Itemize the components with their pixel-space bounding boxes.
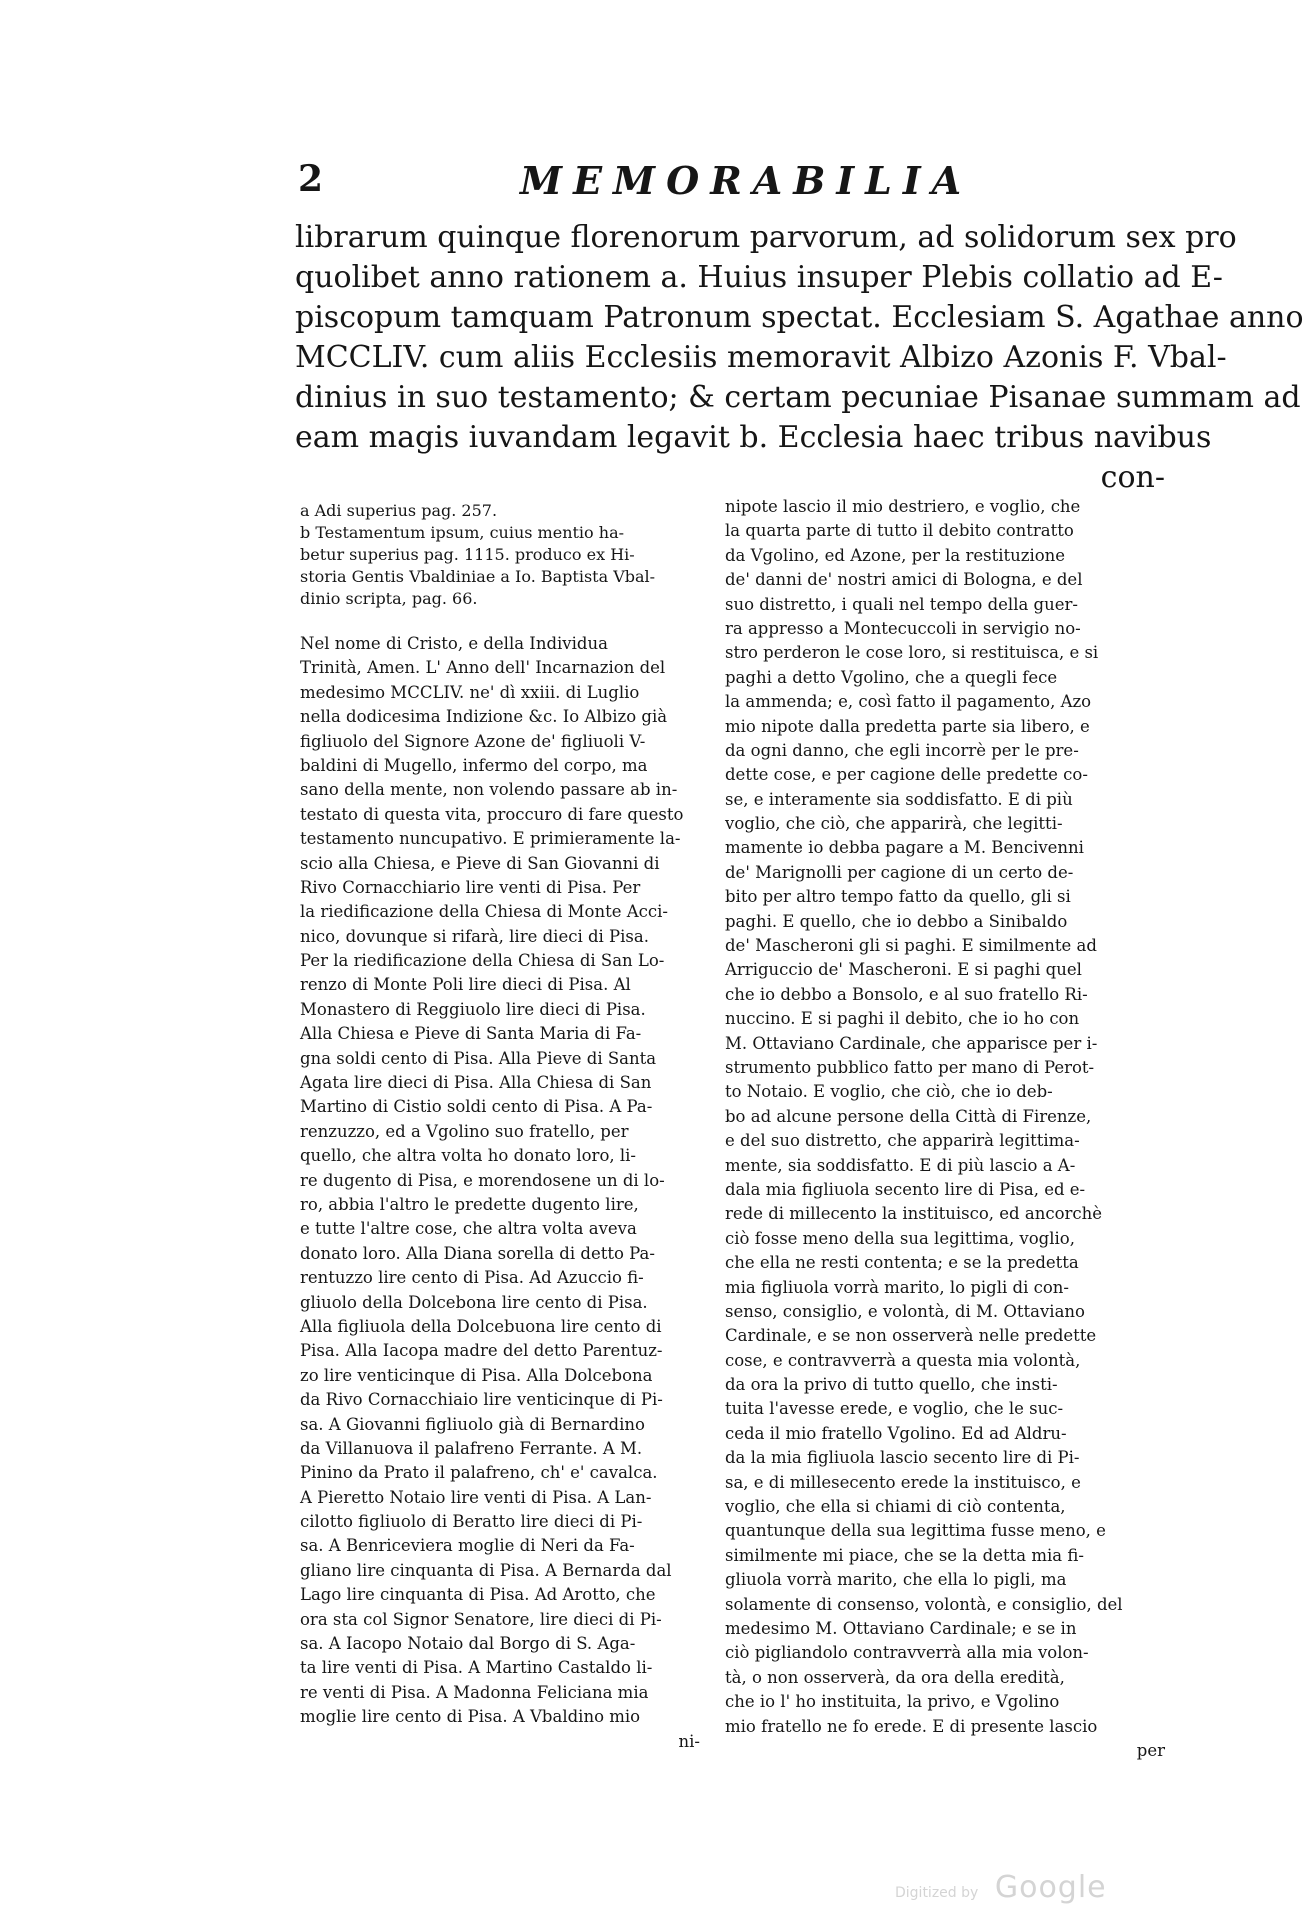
right-column-line: tà, o non osserverà, da ora della eredità, <box>725 1667 1065 1687</box>
left-column-line: Alla Chiesa e Pieve di Santa Maria di Fa- <box>300 1024 642 1044</box>
right-column-line: stro perderon le cose loro, si restituisca, e si <box>725 643 1099 663</box>
right-column-line: de' danni de' nostri amici di Bologna, e del <box>725 570 1083 590</box>
left-column-line: da Villanuova il palafreno Ferrante. A M. <box>300 1438 643 1458</box>
right-column-line: voglio, che ciò, che apparirà, che legitti- <box>725 814 1063 834</box>
left-column-line: sa. A Giovanni figliuolo già di Bernardino <box>300 1414 645 1434</box>
left-column <box>300 632 700 1754</box>
footnote-line: storia Gentis Vbaldiniae a Io. Baptista Vbal- <box>300 567 656 586</box>
right-column-line: paghi. E quello, che io debbo a Sinibaldo <box>725 911 1068 931</box>
right-column-line: M. Ottaviano Cardinale, che apparisce per i- <box>725 1033 1098 1053</box>
left-column-line: ora sta col Signor Senatore, lire dieci di Pi- <box>300 1609 662 1629</box>
left-column-line: nella dodicesima Indizione &c. Io Albizo già <box>300 707 668 727</box>
left-column-line: nico, dovunque si rifarà, lire dieci di Pisa. <box>300 926 649 946</box>
left-column-line: testamento nuncupativo. E primieramente la- <box>300 829 681 849</box>
right-column-line: strumento pubblico fatto per mano di Perot- <box>725 1057 1095 1077</box>
left-column-line: sa. A Benriceviera moglie di Neri da Fa- <box>300 1536 635 1556</box>
left-column-line: Nel nome di Cristo, e della Individua <box>300 634 608 653</box>
left-column-line: quello, che altra volta ho donato loro, li- <box>300 1146 636 1166</box>
main-text-line: eam magis iuvandam legavit b. Ecclesia haec tribus navibus <box>295 420 1212 455</box>
right-column-line: Cardinale, e se non osserverà nelle predette <box>725 1326 1097 1346</box>
footnote-line: dinio scripta, pag. 66. <box>300 589 478 608</box>
left-column-line: gna soldi cento di Pisa. Alla Pieve di Santa <box>300 1048 657 1068</box>
right-column-line: gliuola vorrà marito, che ella lo pigli, ma <box>725 1570 1067 1590</box>
google-watermark <box>895 1870 1107 1905</box>
main-text-line: piscopum tamquam Patronum spectat. Ecclesiam S. Agathae anno <box>295 300 1304 335</box>
right-column-line: de' Marignolli per cagione di un certo de- <box>725 862 1074 882</box>
page-number: 2 <box>298 158 324 200</box>
right-column-line: e del suo distretto, che apparirà legittima- <box>725 1131 1080 1151</box>
left-column-line: cilotto figliuolo di Beratto lire dieci di Pi- <box>300 1512 643 1532</box>
left-column-line: baldini di Mugello, infermo del corpo, ma <box>300 755 648 775</box>
left-column-line: renzuzzo, ed a Vgolino suo fratello, per <box>300 1121 629 1141</box>
left-column-line: ro, abbia l'altro le predette dugento lire, <box>300 1194 639 1214</box>
watermark-prefix: Digitized by <box>895 1885 979 1901</box>
left-column-line: rentuzzo lire cento di Pisa. Ad Azuccio fi- <box>300 1268 644 1288</box>
right-column-line: che io l' ho instituita, la privo, e Vgolino <box>725 1692 1060 1712</box>
left-column-line: ta lire venti di Pisa. A Martino Castaldo li- <box>300 1658 653 1678</box>
right-column-line: dette cose, e per cagione delle predette co- <box>725 765 1088 785</box>
right-column-line: Arriguccio de' Mascheroni. E si paghi quel <box>725 960 1082 980</box>
left-column-catchword: ni- <box>678 1731 700 1751</box>
left-column-line: gliuolo della Dolcebona lire cento di Pisa. <box>300 1292 648 1312</box>
right-column-line: quantunque della sua legittima fusse meno, e <box>725 1521 1106 1541</box>
right-column-line: nuccino. E si paghi il debito, che io ho con <box>725 1009 1080 1029</box>
right-column-line: ceda il mio fratello Vgolino. Ed ad Aldru- <box>725 1423 1067 1443</box>
left-column-line: scio alla Chiesa, e Pieve di San Giovanni di <box>300 853 660 873</box>
right-column-catchword: per <box>1136 1740 1165 1760</box>
right-column-line: mamente io debba pagare a M. Bencivenni <box>725 838 1084 858</box>
right-column-line: se, e interamente sia soddisfatto. E di più <box>725 789 1073 809</box>
right-column-line: che ella ne resti contenta; e se la predetta <box>725 1253 1079 1273</box>
footnote-line: a Adi superius pag. 257. <box>300 501 498 520</box>
right-column-line: bo ad alcune persone della Città di Firenze, <box>725 1106 1092 1126</box>
right-column-line: sa, e di millesecento erede la instituisco, e <box>725 1472 1081 1492</box>
left-column-line: Rivo Cornacchiario lire venti di Pisa. Per <box>300 877 641 897</box>
right-column-line: ciò fosse meno della sua legittima, voglio, <box>725 1228 1075 1248</box>
right-column-line: che io debbo a Bonsolo, e al suo fratello Ri- <box>725 984 1088 1004</box>
left-column-line: Trinità, Amen. L' Anno dell' Incarnazion del <box>300 658 666 678</box>
right-column-line: ciò pigliandolo contravverrà alla mia volon- <box>725 1643 1089 1663</box>
left-column-line: re dugento di Pisa, e morendosene un di lo- <box>300 1170 665 1190</box>
main-paragraph <box>295 218 1304 498</box>
right-column-line: senso, consiglio, e volontà, di M. Ottaviano <box>725 1301 1085 1321</box>
left-column-line: Monastero di Reggiuolo lire dieci di Pisa. <box>300 999 646 1019</box>
left-column-line: Pisa. Alla Iacopa madre del detto Parentuz- <box>300 1341 663 1361</box>
right-column-line: mia figliuola vorrà marito, lo pigli di con- <box>725 1277 1069 1297</box>
right-column-line: la quarta parte di tutto il debito contratto <box>725 521 1074 541</box>
right-column-line: nipote lascio il mio destriero, e voglio, che <box>725 497 1081 516</box>
left-column-line: Pinino da Prato il palafreno, ch' e' cavalca. <box>300 1463 658 1483</box>
main-catchword: con- <box>1100 460 1165 495</box>
right-column-line: bito per altro tempo fatto da quello, gli si <box>725 887 1071 907</box>
left-column-line: gliano lire cinquanta di Pisa. A Bernarda dal <box>300 1560 672 1580</box>
left-column-line: Alla figliuola della Dolcebuona lire cento di <box>300 1316 662 1336</box>
left-column-line: Lago lire cinquanta di Pisa. Ad Arotto, che <box>300 1585 656 1605</box>
right-column-line: ra appresso a Montecuccoli in servigio no- <box>725 618 1081 638</box>
watermark-brand: Google <box>994 1870 1107 1905</box>
right-column-line: da ogni danno, che egli incorrè per le pre- <box>725 740 1079 760</box>
main-text-line: librarum quinque florenorum parvorum, ad solidorum sex pro <box>295 220 1237 255</box>
right-column-line: da la mia figliuola lascio secento lire di Pi- <box>725 1448 1080 1468</box>
right-column-line: dala mia figliuola secento lire di Pisa, ed e- <box>725 1179 1086 1199</box>
left-column-line: e tutte l'altre cose, che altra volta aveva <box>300 1219 637 1239</box>
right-column-line: tuita l'avesse erede, e voglio, che le suc- <box>725 1399 1064 1419</box>
left-column-line: donato loro. Alla Diana sorella di detto Pa- <box>300 1243 655 1263</box>
right-column-line: to Notaio. E voglio, che ciò, che io deb- <box>725 1082 1053 1102</box>
right-column-line: solamente di consenso, volontà, e consiglio, del <box>725 1594 1123 1614</box>
right-column-line: cose, e contravverrà a questa mia volontà, <box>725 1350 1081 1370</box>
right-column-line: paghi a detto Vgolino, che a quegli fece <box>725 667 1058 687</box>
page-header <box>280 158 1160 208</box>
right-column-line: da Vgolino, ed Azone, per la restituzione <box>725 545 1066 565</box>
right-column-line: la ammenda; e, così fatto il pagamento, Azo <box>725 692 1092 712</box>
left-column-line: A Pieretto Notaio lire venti di Pisa. A Lan- <box>300 1487 652 1507</box>
left-column-line: Per la riedificazione della Chiesa di San Lo- <box>300 951 665 971</box>
left-column-line: Agata lire dieci di Pisa. Alla Chiesa di San <box>300 1073 652 1093</box>
right-column-line: rede di millecento la instituisco, ed ancorchè <box>725 1204 1103 1224</box>
right-column-line: voglio, che ella si chiami di ciò contenta, <box>725 1497 1066 1517</box>
left-column-line: Martino di Cistio soldi cento di Pisa. A Pa- <box>300 1097 653 1117</box>
left-column-line: moglie lire cento di Pisa. A Vbaldino mio <box>300 1707 641 1727</box>
left-column-line: sano della mente, non volendo passare ab in- <box>300 780 678 800</box>
right-column-line: da ora la privo di tutto quello, che insti- <box>725 1375 1058 1395</box>
main-text-line: MCCLIV. cum aliis Ecclesiis memoravit Albizo Azonis F. Vbal- <box>295 340 1227 375</box>
right-column-line: de' Mascheroni gli si paghi. E similmente ad <box>725 936 1097 956</box>
right-column-line: mio fratello ne fo erede. E di presente lascio <box>725 1716 1098 1736</box>
right-column-line: similmente mi piace, che se la detta mia fi- <box>725 1545 1084 1565</box>
main-text-line: quolibet anno rationem a. Huius insuper Plebis collatio ad E- <box>295 260 1223 295</box>
left-column-line: figliuolo del Signore Azone de' figliuoli V- <box>300 731 646 751</box>
footnotes <box>300 500 700 610</box>
left-column-line: da Rivo Cornacchiaio lire venticinque di Pi- <box>300 1390 663 1410</box>
right-column <box>725 495 1165 1763</box>
left-column-line: zo lire venticinque di Pisa. Alla Dolcebona <box>300 1365 653 1385</box>
main-text-line: dinius in suo testamento; & certam pecuniae Pisanae summam ad <box>295 380 1301 415</box>
running-title: MEMORABILIA <box>520 158 973 203</box>
left-column-line: la riedificazione della Chiesa di Monte Acci- <box>300 902 668 922</box>
right-column-line: mente, sia soddisfatto. E di più lascio a A- <box>725 1155 1076 1175</box>
left-column-line: renzo di Monte Poli lire dieci di Pisa. Al <box>300 975 631 995</box>
right-column-line: medesimo M. Ottaviano Cardinale; e se in <box>725 1618 1077 1638</box>
left-column-line: re venti di Pisa. A Madonna Feliciana mia <box>300 1682 649 1702</box>
right-column-line: suo distretto, i quali nel tempo della guer- <box>725 594 1078 614</box>
left-column-line: medesimo MCCLIV. ne' dì xxiii. di Luglio <box>300 682 640 702</box>
footnote-line: b Testamentum ipsum, cuius mentio ha- <box>300 523 625 542</box>
left-column-line: testato di questa vita, proccuro di fare questo <box>300 804 684 824</box>
footnote-line: betur superius pag. 1115. produco ex Hi- <box>300 545 635 564</box>
right-column-line: mio nipote dalla predetta parte sia libero, e <box>725 716 1090 736</box>
left-column-line: sa. A Iacopo Notaio dal Borgo di S. Aga- <box>300 1634 636 1654</box>
